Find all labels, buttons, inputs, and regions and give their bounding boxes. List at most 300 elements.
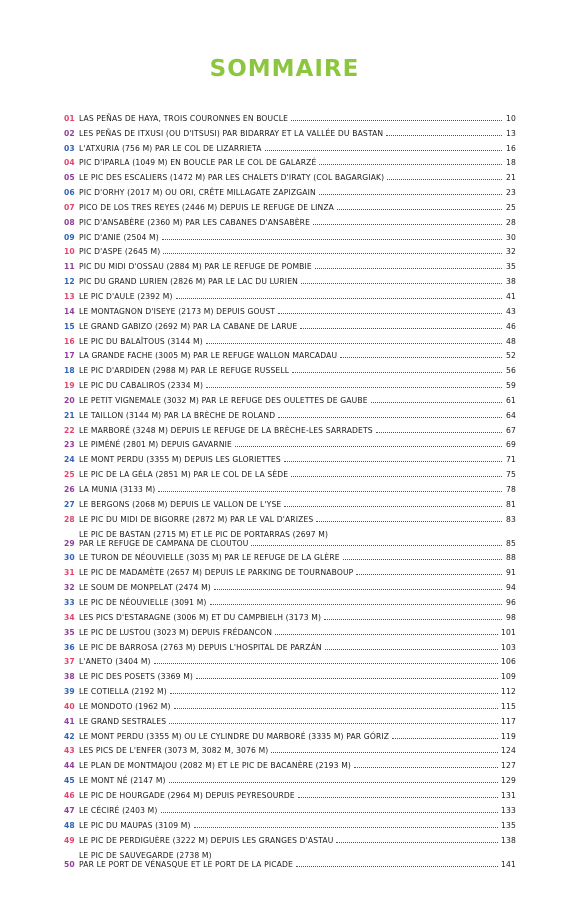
entry-number: 39 [64,687,75,697]
page-number: 106 [501,657,516,667]
entry-body [79,500,516,509]
entry-title: LE PIC DE BASTAN (2715 M) ET LE PIC DE PORTARRAS (2697 M) [79,529,329,539]
page-number: 83 [506,514,516,524]
entry-body [79,836,516,845]
dot-leader [278,417,502,418]
entry-title: LAS PEÑAS DE HAYA, TROIS COURONNES EN BOUCLE [79,113,289,123]
page-number: 133 [501,805,516,815]
page-number: 94 [506,583,516,593]
entry-title: LA GRANDE FACHE (3005 M) PAR LE REFUGE WALLON MARCADAU [79,351,338,361]
dot-leader [371,402,502,403]
entry-title: LES PICS D'ESTARAGNE (3006 M) ET DU CAMPBIELH (3173 M) [79,612,322,622]
page-number: 21 [506,173,516,183]
entry-title: LE PIC DE LA GÉLA (2851 M) PAR LE COL DE LA SÈDE [79,470,289,480]
entry-number: 26 [64,484,75,494]
toc-entry[interactable] [64,845,516,869]
entry-number: 38 [64,672,75,682]
entry-title: LE GRAND GABIZO (2692 M) PAR LA CABANE DE LARUE [79,321,298,331]
page-number: 127 [501,761,516,771]
dot-leader [169,723,498,724]
toc-entry[interactable] [64,755,516,770]
entry-body [79,233,516,242]
entry-body [79,144,516,153]
page-number: 23 [506,188,516,198]
entry-title: LA MUNIA (3133 M) [79,484,156,494]
entry-number: 44 [64,761,75,771]
page-number: 69 [506,440,516,450]
entry-number: 50 [64,859,75,869]
entry-number: 40 [64,701,75,711]
page-number: 25 [506,202,516,212]
dot-leader [319,164,502,165]
entry-number: 19 [64,381,75,391]
entry-title: LE PIC DE SAUVEGARDE (2738 M) [79,850,212,860]
entry-number: 14 [64,306,75,316]
entry-title-continued: PAR LE REFUGE DE CAMPANA DE CLOUTOU [79,538,249,548]
dot-leader [296,866,498,867]
entry-number: 13 [64,291,75,301]
entry-title: PIC D'ANSABÈRE (2360 M) PAR LES CABANES D'ANSABÈRE [79,217,311,227]
entry-body [79,553,516,562]
toc-entry[interactable] [64,167,516,182]
entry-title: LE MONTAGNON D'ISEYE (2173 M) DEPUIS GOUST [79,306,276,316]
dot-leader [291,120,502,121]
dot-leader [291,476,502,477]
dot-leader [235,446,502,447]
entry-title: LE PIC DES ESCALIERS (1472 M) PAR LES CHALETS D'IRATY (COL BAGARGIAK) [79,173,385,183]
entry-number: 28 [64,514,75,524]
entry-number: 18 [64,366,75,376]
dot-leader [194,827,498,828]
toc-entry[interactable] [64,637,516,652]
entry-body [79,613,516,622]
toc-entry[interactable] [64,464,516,479]
entry-number: 25 [64,470,75,480]
page-number: 85 [506,538,516,548]
toc-entry[interactable] [64,652,516,667]
entry-body [79,292,516,301]
entry-title: L'ATXURIA (756 M) PAR LE COL DE LIZARRIETA [79,143,262,153]
entry-body [79,806,516,815]
entry-title: LE PIC DE HOURGADE (2964 M) DEPUIS PEYRESOURDE [79,790,295,800]
entry-body [79,515,516,524]
page-number: 10 [506,113,516,123]
entry-number: 47 [64,805,75,815]
entry-title: PIC DU MIDI D'OSSAU (2884 M) PAR LE REFUGE DE POMBIE [79,262,312,272]
entry-body [79,203,516,212]
dot-leader [292,372,502,373]
dot-leader [284,461,502,462]
toc-entry[interactable] [64,360,516,375]
entry-title: LE BERGONS (2068 M) DEPUIS LE VALLON DE L'YSE [79,499,282,509]
entry-body [79,732,516,741]
page-number: 98 [506,612,516,622]
entry-title: LE PIC DU MAUPAS (3109 M) [79,820,191,830]
entry-body [79,583,516,592]
dot-leader [271,752,498,753]
dot-leader [196,678,498,679]
entry-title: PICO DE LOS TRES REYES (2446 M) DEPUIS LE REFUGE DE LINZA [79,202,335,212]
entry-number: 02 [64,128,75,138]
page-number: 43 [506,306,516,316]
dot-leader [376,432,502,433]
toc-entry[interactable] [64,524,516,548]
entry-number: 36 [64,642,75,652]
page-number: 28 [506,217,516,227]
dot-leader [161,812,499,813]
dot-leader [170,693,498,694]
entry-number: 23 [64,440,75,450]
entry-number: 04 [64,158,75,168]
dot-leader [315,268,502,269]
dot-leader [298,797,498,798]
entry-number: 42 [64,731,75,741]
dot-leader [251,545,502,546]
toc-entry[interactable] [64,182,516,197]
entry-body [79,687,516,696]
entry-title: LES PEÑAS DE ITXUSI (OU D'ITSUSI) PAR BIDARRAY ET LA VALLÉE DU BASTAN [79,128,384,138]
dot-leader [337,209,502,210]
entry-body [79,411,516,420]
toc-entry[interactable] [64,800,516,815]
entry-body [79,262,516,271]
entry-number: 17 [64,351,75,361]
entry-number: 49 [64,835,75,845]
toc-entry[interactable] [64,405,516,420]
dot-leader [275,634,498,635]
entry-title: LE PLAN DE MONTMAJOU (2082 M) ET LE PIC DE BACANÈRE (2193 M) [79,761,352,771]
page-number: 18 [506,158,516,168]
entry-body [79,322,516,331]
entry-number: 29 [64,538,75,548]
entry-number: 03 [64,143,75,153]
toc-entry[interactable] [64,681,516,696]
toc-entry[interactable] [64,815,516,830]
dot-leader [316,521,502,522]
entry-body [79,717,516,726]
page-number: 41 [506,291,516,301]
toc-entry[interactable] [64,197,516,212]
entry-number: 34 [64,612,75,622]
entry-title: LE PIC DE BARROSA (2763 M) DEPUIS L'HOSPITAL DE PARZÁN [79,642,322,652]
entry-body [79,366,516,375]
entry-title: LE PETIT VIGNEMALE (3032 M) PAR LE REFUGE DES OULETTES DE GAUBE [79,395,368,405]
toc-entry[interactable] [64,548,516,563]
dot-leader [336,842,498,843]
toc-entry[interactable] [64,375,516,390]
entry-title: PIC D'ASPE (2645 M) [79,247,161,257]
page-number: 61 [506,395,516,405]
dot-leader [319,194,502,195]
page-number: 117 [501,716,516,726]
toc-entry[interactable] [64,696,516,711]
entry-body [79,657,516,666]
dot-leader [343,559,502,560]
entry-number: 46 [64,790,75,800]
toc-entry[interactable] [64,479,516,494]
dot-leader [210,604,502,605]
toc-entry[interactable] [64,212,516,227]
page-number: 32 [506,247,516,257]
entry-body [79,426,516,435]
entry-body [79,307,516,316]
entry-number: 37 [64,657,75,667]
entry-number: 24 [64,455,75,465]
page-number: 81 [506,499,516,509]
entry-title: LE MONT PERDU (3355 M) OU LE CYLINDRE DU MARBORÉ (3335 M) PAR GÓRIZ [79,731,390,741]
page-number: 138 [501,835,516,845]
entry-title: LES PICS DE L'ENFER (3073 M, 3082 M, 3076 M) [79,746,269,756]
toc-entry[interactable] [64,346,516,361]
toc-entry[interactable] [64,577,516,592]
entry-title: LE PIC DE PERDIGUÈRE (3222 M) DEPUIS LES GRANGES D'ASTAU [79,835,334,845]
entry-body [79,702,516,711]
dot-leader [324,619,502,620]
page-number: 78 [506,484,516,494]
dot-leader [300,328,502,329]
page-number: 119 [501,731,516,741]
entry-title: LE PIC DU BALAÏTOUS (3144 M) [79,336,203,346]
entry-number: 32 [64,583,75,593]
page-number: 75 [506,470,516,480]
dot-leader [387,179,502,180]
dot-leader [214,589,502,590]
entry-title: LE MONT NÉ (2147 M) [79,776,166,786]
entry-body [79,851,516,869]
entry-body [79,114,516,123]
entry-number: 11 [64,262,75,272]
entry-title: LE COTIELLA (2192 M) [79,687,167,697]
page-number: 35 [506,262,516,272]
toc-entry[interactable] [64,741,516,756]
dot-leader [206,387,502,388]
toc-entry[interactable] [64,494,516,509]
page-title: SOMMAIRE [209,56,360,82]
toc-entry[interactable] [64,138,516,153]
entry-title: LE PIC DES POSETS (3369 M) [79,672,194,682]
entry-title: LE PIMÉNÉ (2801 M) DEPUIS GAVARNIE [79,440,232,450]
entry-title: LE SOUM DE MONPELAT (2474 M) [79,583,211,593]
entry-body [79,247,516,256]
entry-title: LE MONT PERDU (3355 M) DEPUIS LES GLORIETTES [79,455,281,465]
page-number: 101 [501,627,516,637]
entry-number: 21 [64,410,75,420]
entry-body [79,821,516,830]
entry-body [79,672,516,681]
entry-title: LE GRAND SESTRALES [79,716,167,726]
page-number: 112 [501,687,516,697]
dot-leader [325,649,498,650]
toc-entry[interactable] [64,331,516,346]
page-number: 48 [506,336,516,346]
dot-leader [340,357,502,358]
page-number: 141 [501,859,516,869]
toc-entry[interactable] [64,227,516,242]
dot-leader [176,298,502,299]
dot-leader [265,150,502,151]
entry-number: 22 [64,425,75,435]
toc-entry[interactable] [64,449,516,464]
toc-entry[interactable] [64,301,516,316]
entry-number: 12 [64,277,75,287]
toc-entry[interactable] [64,108,516,123]
entry-number: 20 [64,395,75,405]
entry-body [79,530,516,548]
toc-entry[interactable] [64,711,516,726]
page-number: 46 [506,321,516,331]
entry-body [79,337,516,346]
toc-entry[interactable] [64,123,516,138]
entry-body [79,440,516,449]
page-number: 135 [501,820,516,830]
entry-title: PIC D'ORHY (2017 M) OU ORI, CRÊTE MILLAGATE ZAPIZGAIN [79,188,316,198]
page-number: 59 [506,381,516,391]
entry-title: PIC D'ANIE (2504 M) [79,232,159,242]
page-number: 56 [506,366,516,376]
page-number: 91 [506,568,516,578]
page-number: 115 [501,701,516,711]
entry-number: 08 [64,217,75,227]
entry-body [79,351,516,360]
entry-title: LE PIC DU MIDI DE BIGORRE (2872 M) PAR LE VAL D'ARIZES [79,514,314,524]
entry-number: 10 [64,247,75,257]
toc-entry[interactable] [64,390,516,405]
toc-entry[interactable] [64,256,516,271]
entry-title: PIC DU GRAND LURIEN (2826 M) PAR LE LAC DU LURIEN [79,277,298,287]
entry-number: 45 [64,776,75,786]
toc-entry[interactable] [64,435,516,450]
toc-entry[interactable] [64,420,516,435]
toc-entry[interactable] [64,830,516,845]
toc-entry[interactable] [64,271,516,286]
toc-entry[interactable] [64,242,516,257]
toc-entry[interactable] [64,622,516,637]
entry-body [79,188,516,197]
page-number: 30 [506,232,516,242]
entry-number: 27 [64,499,75,509]
entry-body [79,470,516,479]
dot-leader [354,767,498,768]
dot-leader [169,782,498,783]
entry-title: LE TURON DE NÉOUVIELLE (3035 M) PAR LE REFUGE DE LA GLÈRE [79,553,340,563]
entry-title: LE MONDOTO (1962 M) [79,701,171,711]
page-number: 109 [501,672,516,682]
dot-leader [163,253,502,254]
entry-body [79,158,516,167]
toc-entry[interactable] [64,316,516,331]
entry-title: LE PIC DE NÉOUVIELLE (3091 M) [79,598,207,607]
page-number: 71 [506,455,516,465]
entry-body [79,628,516,637]
entry-title: LE PIC DE LUSTOU (3023 M) DEPUIS FRÉDANCON [79,627,273,637]
entry-body [79,776,516,785]
dot-leader [284,506,502,507]
entry-number: 15 [64,321,75,331]
page-number: 67 [506,425,516,435]
entry-number: 06 [64,188,75,198]
entry-title: LE MARBORÉ (3248 M) DEPUIS LE REFUGE DE LA BRÈCHE-LES SARRADETS [79,425,373,435]
entry-title: LE PIC D'ARDIDEN (2988 M) PAR LE REFUGE RUSSELL [79,366,290,376]
entry-body [79,455,516,464]
entry-number: 31 [64,568,75,578]
dot-leader [301,283,502,284]
entry-title: LE PIC DU CABALIROS (2334 M) [79,381,204,391]
dot-leader [278,313,502,314]
entry-number: 07 [64,202,75,212]
entry-number: 35 [64,627,75,637]
entry-body [79,396,516,405]
toc-entry[interactable] [64,562,516,577]
toc-entry[interactable] [64,153,516,168]
entry-title: PIC D'IPARLA (1049 M) EN BOUCLE PAR LE COL DE GALARZÉ [79,158,317,168]
toc-entry[interactable] [64,592,516,607]
dot-leader [154,663,498,664]
dot-leader [313,224,502,225]
page-number: 52 [506,351,516,361]
entry-title-continued: PAR LE PORT DE VÉNASQUE ET LE PORT DE LA PICADE [79,859,293,869]
entry-body [79,643,516,652]
entry-title: LE CÉCIRÉ (2403 M) [79,805,158,815]
dot-leader [162,239,502,240]
toc-entry[interactable] [64,770,516,785]
entry-title: LE PIC DE MADAMÈTE (2657 M) DEPUIS LE PARKING DE TOURNABOUP [79,568,354,578]
entry-body [79,485,516,494]
page-number: 131 [501,790,516,800]
toc-entry[interactable] [64,726,516,741]
dot-leader [158,491,502,492]
entry-number: 48 [64,820,75,830]
dot-leader [386,135,502,136]
toc-entry[interactable] [64,607,516,622]
entry-number: 05 [64,173,75,183]
entry-number: 09 [64,232,75,242]
page-number: 124 [501,746,516,756]
entry-body [79,173,516,182]
entry-number: 30 [64,553,75,563]
dot-leader [206,343,502,344]
page-number: 16 [506,143,516,153]
page-number: 103 [501,642,516,652]
page-number: 13 [506,128,516,138]
entry-title: LE PIC D'AULE (2392 M) [79,291,173,301]
page-number: 96 [506,598,516,607]
toc-entry[interactable] [64,666,516,681]
page-number: 64 [506,410,516,420]
entry-body [79,277,516,286]
entry-number: 01 [64,113,75,123]
page-number: 129 [501,776,516,786]
dot-leader [392,738,498,739]
entry-title: LE TAILLON (3144 M) PAR LA BRÈCHE DE ROLAND [79,410,276,420]
entry-number: 16 [64,336,75,346]
entry-body [79,746,516,755]
entry-body [79,598,516,607]
entry-number: 41 [64,716,75,726]
page-number: 88 [506,553,516,563]
dot-leader [356,574,502,575]
entry-body [79,381,516,390]
entry-number: 33 [64,598,75,607]
toc-entry[interactable] [64,286,516,301]
entry-number: 43 [64,746,75,756]
entry-body [79,218,516,227]
toc-entry[interactable] [64,785,516,800]
dot-leader [174,708,498,709]
entry-body [79,791,516,800]
entry-title: L'ANETO (3404 M) [79,657,151,667]
toc-entry[interactable] [64,509,516,524]
entry-body [79,761,516,770]
